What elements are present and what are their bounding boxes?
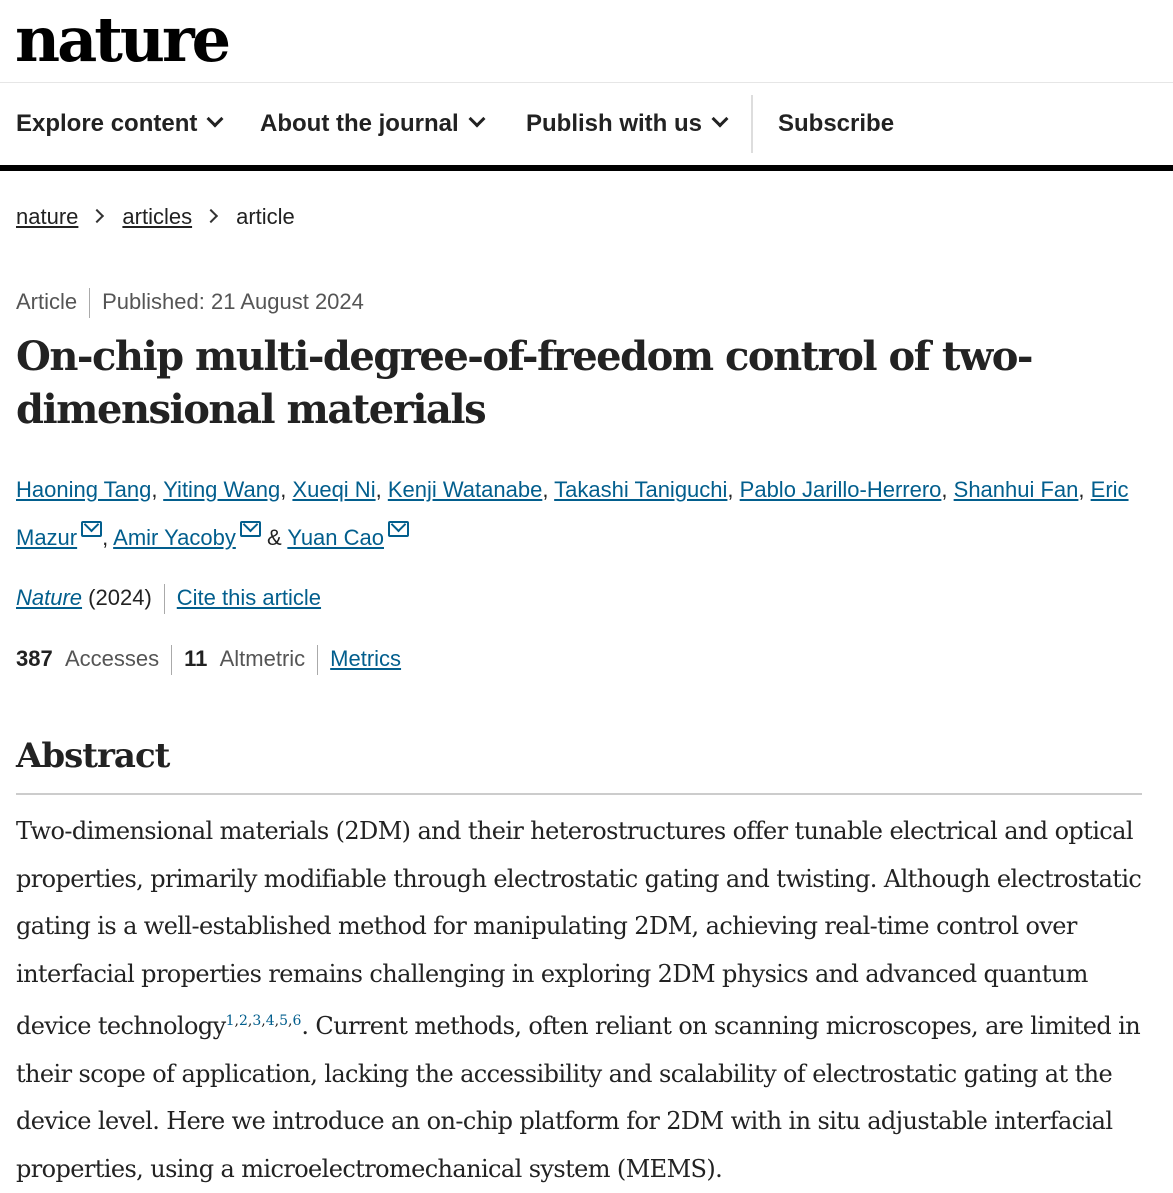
abstract-text-part2: . Current methods, often reliant on scanning microscopes, are limited in their scope of application, lacking the accessibility and scalability of electrostatic gating at the device level. Here we introduce an on-chip platform for 2DM with in situ adjustable interfacial properties, using a microelectromechanical system (MEMS). [16, 1012, 1141, 1183]
metrics-row [16, 645, 401, 675]
nav-divider [751, 95, 753, 153]
author-link[interactable]: Pablo Jarillo-Herrero [739, 477, 942, 502]
author-link[interactable]: Yiting Wang [163, 477, 281, 502]
breadcrumb-nature[interactable]: nature [16, 204, 79, 229]
nav-explore-content[interactable] [16, 83, 221, 165]
main-nav [0, 83, 1173, 171]
abstract-divider [16, 793, 1142, 795]
abstract-heading: Abstract [16, 736, 170, 776]
chevron-down-icon [712, 111, 729, 128]
article-title: On-chip multi-degree-of-freedom control of two-dimensional materials [16, 333, 1033, 433]
author-link[interactable]: Yuan Cao [287, 525, 384, 550]
mail-icon[interactable] [388, 521, 409, 537]
author-ampersand: & [266, 525, 282, 550]
citation-row [16, 584, 321, 614]
reference-link[interactable]: 6 [292, 1013, 302, 1029]
author-link[interactable]: Shanhui Fan [953, 477, 1079, 502]
altmetric-count: 11 [184, 645, 208, 671]
published-date: Published: 21 August 2024 [102, 288, 364, 314]
metrics-link[interactable]: Metrics [330, 645, 402, 671]
reference-link[interactable]: 1 [225, 1013, 235, 1029]
nav-subscribe[interactable]: Subscribe [778, 110, 895, 137]
author-link[interactable]: Xueqi Ni [292, 477, 376, 502]
breadcrumb-current: article [236, 204, 295, 229]
nav-explore-content-label: Explore content [16, 110, 198, 137]
cite-divider [164, 584, 165, 614]
nav-about-the-journal[interactable] [260, 83, 483, 165]
nature-logo[interactable]: nature [15, 3, 229, 76]
abstract-text [16, 808, 1161, 1193]
chevron-right-icon [204, 209, 218, 223]
metrics-divider [171, 645, 172, 675]
nav-publish-label: Publish with us [526, 110, 703, 137]
reference-link[interactable]: 5 [279, 1013, 288, 1029]
reference-link[interactable]: 2 [238, 1013, 248, 1029]
article-type: Article [16, 288, 78, 314]
author-link[interactable]: Haoning Tang [16, 477, 152, 502]
mail-icon[interactable] [240, 521, 261, 537]
cite-this-article-link[interactable]: Cite this article [176, 584, 322, 610]
author-list: Haoning Tang, Yiting Wang, Xueqi Ni, Kenji Watanabe, Takashi Taniguchi, Pablo Jarillo-Herrero, Shanhui Fan, Eric Mazur , Amir Yacoby & Yuan Cao [16, 477, 1129, 550]
accesses-label: Accesses [64, 645, 160, 671]
site-header [0, 0, 1173, 171]
reference-links: 1,2,3,4,5,6 [225, 1013, 302, 1029]
abstract-text-part1: Two-dimensional materials (2DM) and their heterostructures offer tunable electrical and optical properties, primarily modifiable through electrostatic gating and twisting. Although electrostatic gating is a well-established method for manipulating 2DM, achieving real-time control over interfacial properties remains challenging in exploring 2DM physics and advanced quantum device technology [16, 817, 1142, 1040]
logo-bar [0, 0, 1173, 83]
author-link[interactable]: Eric Mazur [16, 477, 1129, 550]
breadcrumb-articles[interactable]: articles [122, 204, 193, 229]
author-link[interactable]: Amir Yacoby [113, 525, 236, 550]
chevron-right-icon [90, 209, 104, 223]
chevron-down-icon [207, 111, 224, 128]
reference-link[interactable]: 4 [265, 1013, 275, 1029]
journal-link[interactable]: Nature [16, 584, 83, 610]
altmetric-label: Altmetric [219, 645, 306, 671]
publication-year: (2024) [88, 584, 152, 610]
meta-divider [89, 288, 90, 318]
metrics-divider [317, 645, 318, 675]
author-link[interactable]: Takashi Taniguchi [554, 477, 728, 502]
nav-publish-with-us[interactable] [526, 83, 726, 165]
nav-about-label: About the journal [260, 110, 459, 137]
mail-icon[interactable] [81, 521, 102, 537]
author-link[interactable]: Kenji Watanabe [387, 477, 543, 502]
reference-link[interactable]: 3 [252, 1013, 262, 1029]
accesses-count: 387 [16, 645, 53, 671]
chevron-down-icon [468, 111, 485, 128]
breadcrumb [16, 204, 295, 230]
article-meta [16, 288, 364, 318]
